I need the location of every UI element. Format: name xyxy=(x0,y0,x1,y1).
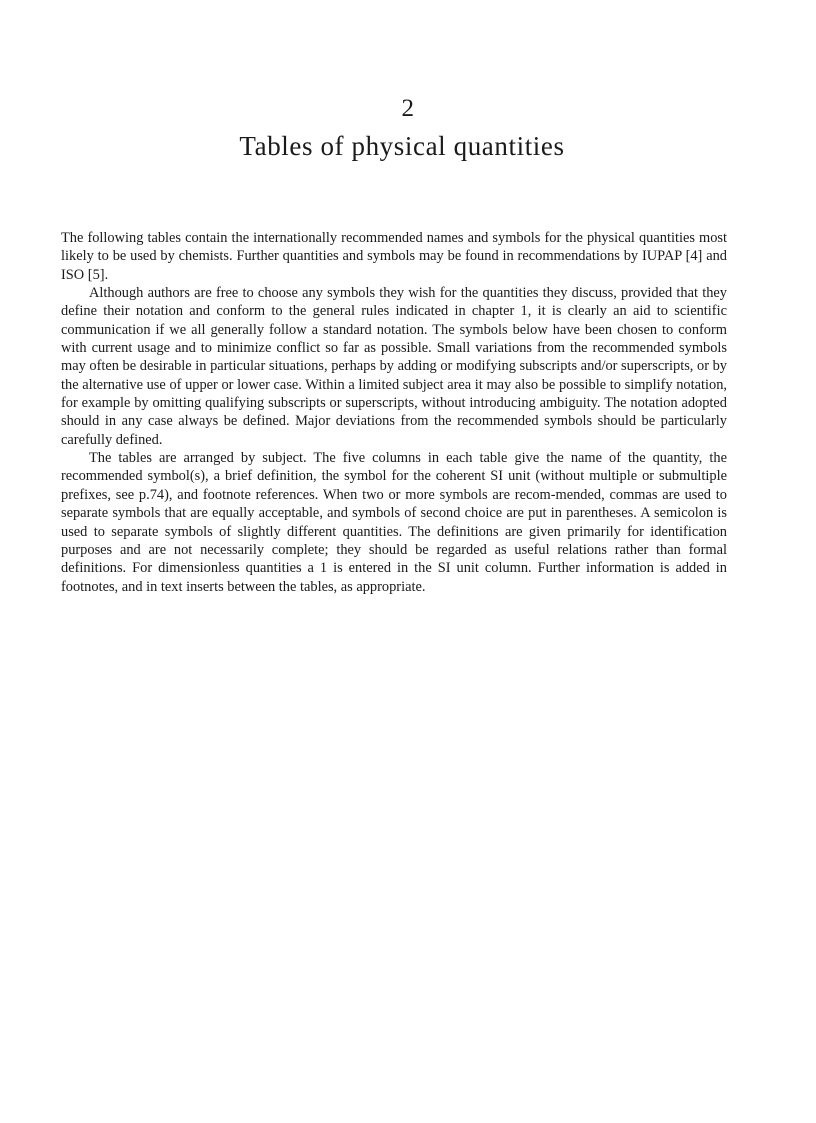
chapter-number: 2 xyxy=(401,95,415,122)
paragraph-symbols-guidance: Although authors are free to choose any symbols they wish for the quantities they discuss, provided that they define their notation and conform to the general rules indicated in chapter 1, it is clearly an aid to scientific communication if we all generally follow a standard notation. The symbols below have been chosen to conform with current usage and to minimize conflict so far as possible. Small variations from the recommended symbols may often be desirable in particular situations, perhaps by adding or modifying subscripts and/or superscripts, or by the alternative use of upper or lower case. Within a limited subject area it may also be possible to simplify notation, for example by omitting qualifying subscripts or superscripts, without introducing ambiguity. The notation adopted should in any case always be defined. Major deviations from the recommended symbols should be particularly carefully defined. xyxy=(61,285,727,448)
paragraph-intro: The following tables contain the internationally recommended names and symbols for the physical quantities most likely to be used by chemists. Further quantities and symbols may be found in recommendations by IUPAP [4] and ISO [5]. xyxy=(61,230,727,283)
paragraph-table-arrangement: The tables are arranged by subject. The five columns in each table give the name of the quantity, the recommended symbol(s), a brief definition, the symbol for the coherent SI unit (without multiple or submultiple prefixes, see p.74), and footnote references. When two or more symbols are recom-mended, commas are used to separate symbols that are equally acceptable, and symbols of second choice are put in parentheses. A semicolon is used to separate symbols of slightly different quantities. The definitions are given primarily for identification purposes and are not necessarily complete; they should be regarded as useful relations rather than formal definitions. For dimensionless quantities a 1 is entered in the SI unit column. Further information is added in footnotes, and in text inserts between the tables, as appropriate. xyxy=(61,450,727,595)
chapter-title: Tables of physical quantities xyxy=(239,131,565,161)
body-text xyxy=(61,229,727,596)
